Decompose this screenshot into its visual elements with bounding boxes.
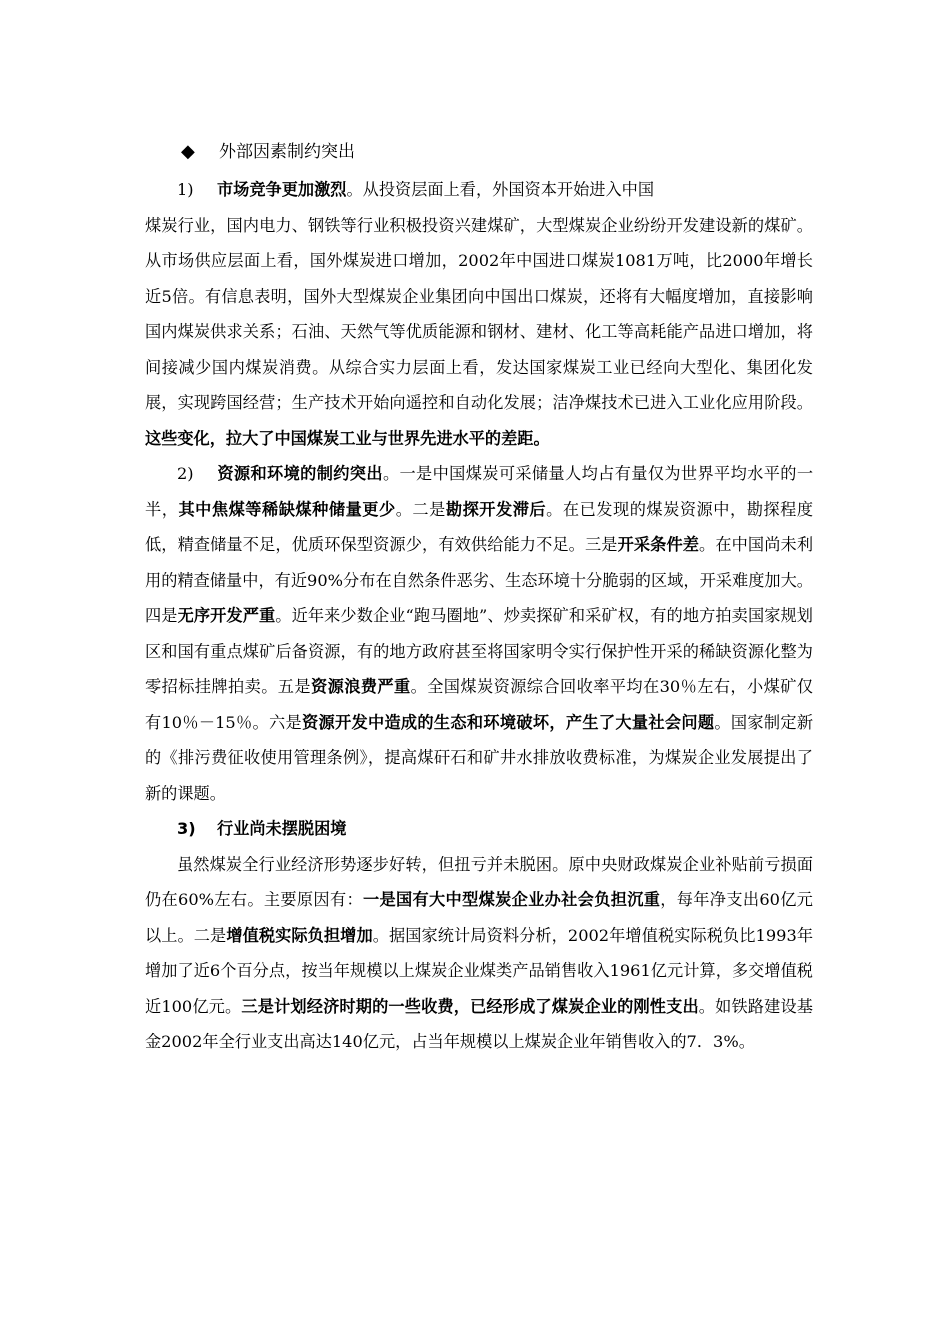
paragraph-resources-environment bbox=[145, 456, 813, 811]
item-number-3 bbox=[177, 819, 217, 838]
bold-text: 资源开发中造成的生态和环境破坏，产生了大量社会问题 bbox=[301, 712, 715, 732]
paragraph-text: 。二是 bbox=[395, 499, 446, 519]
item-title-resources-environment: 资源和环境的制约突出 bbox=[217, 464, 383, 483]
section-heading-title: 外部因素制约突出 bbox=[219, 142, 355, 162]
paragraph-text: 。全国煤炭资源综合回收率平均在30％左右，小煤矿仅有10％－15％。六是 bbox=[145, 677, 814, 732]
paragraph-text: 。在中国尚未利用的精查储量中，有近90%分布在自然条件恶劣、生态环境十分脆弱的区域，开采难度加大。四是 bbox=[145, 535, 814, 625]
item-title-market-competition: 市场竞争更加激烈 bbox=[217, 180, 347, 199]
paragraph-text: 。如铁路建设基金2002年全行业支出高达140亿元，占当年规模以上煤炭企业年销售收入的7．3%。 bbox=[145, 996, 813, 1051]
bold-text: 增值税实际负担增加 bbox=[226, 925, 373, 945]
item-number-1: 1) bbox=[177, 180, 194, 199]
section-heading bbox=[145, 132, 813, 172]
bold-text: 其中焦煤等稀缺煤种储量更少 bbox=[178, 499, 396, 519]
bold-text: 三是计划经济时期的一些收费，已经形成了煤炭企业的刚性支出 bbox=[241, 996, 699, 1016]
bold-text: 一是国有大中型煤炭企业办社会负担沉重 bbox=[362, 890, 661, 909]
item-number-text: 3) bbox=[177, 819, 196, 838]
paragraph-text: 。据国家统计局资料分析，2002年增值税实际税负比1993年增加了近6个百分点，按当年规模以上煤炭企业煤类产品销售收入1961亿元计算，多交增值税近100亿元。 bbox=[145, 925, 814, 1016]
item-title-industry: 行业尚未摆脱困境 bbox=[217, 819, 347, 838]
paragraph-text: 。在已发现的煤炭资源中，勘探程度低，精查储量不足，优质环保型资源少，有效供给能力不足。三是 bbox=[145, 499, 814, 554]
paragraph-text: ，每年净支出60亿元以上。二是 bbox=[145, 890, 813, 945]
paragraph-text: 虽然煤炭全行业经济形势逐步好转，但扭亏并未脱困。原中央财政煤炭企业补贴前亏损面仍在60%左右。主要原因有： bbox=[145, 854, 813, 909]
diamond-bullet-icon: ◆ bbox=[181, 141, 195, 162]
bold-text: 无序开发严重 bbox=[177, 606, 276, 625]
paragraph-industry-body bbox=[145, 847, 813, 1060]
paragraph-text: 。国家制定新的《排污费征收使用管理条例》，提高煤矸石和矿井水排放收费标准，为煤炭企业发展提出了新的课题。 bbox=[145, 712, 814, 803]
paragraph-text: 。从投资层面上看，外国资本开始进入中国 bbox=[346, 180, 655, 199]
paragraph-text: 煤炭行业，国内电力、钢铁等行业积极投资兴建煤矿，大型煤炭企业纷纷开发建设新的煤矿。从市场供应层面上看，国外煤炭进口增加，2002年中国进口煤炭1081万吨，比2000年增长近5倍。有信息表明，国外大型煤炭企业集团向中国出口煤炭，还将有大幅度增加，直接影响国内煤炭供求关系；石油、天然气等优质能源和钢材、建材、化工等高耗能产品进口增加，将间接减少国内煤炭消费。从综合实力层面上看，发达国家煤炭工业已经向大型化、集团化发展，实现跨国经营；生产技术开始向遥控和自动化发展；洁净煤技术已进入工业化应用阶段。 bbox=[145, 215, 813, 412]
bold-text: 勘探开发滞后 bbox=[445, 499, 547, 519]
paragraph-market-competition bbox=[145, 172, 813, 208]
paragraph-text: 。一是中国煤炭可采储量人均占有量仅为世界平均水平的一半， bbox=[145, 464, 814, 519]
item-number-2: 2) bbox=[177, 464, 194, 483]
paragraph-market-competition-body bbox=[145, 208, 813, 457]
paragraph-conclusion: 这些变化，拉大了中国煤炭工业与世界先进水平的差距。 bbox=[145, 428, 550, 448]
bold-text: 资源浪费严重 bbox=[311, 677, 411, 696]
bold-text: 开采条件差 bbox=[617, 535, 700, 554]
paragraph-industry-heading bbox=[145, 811, 813, 847]
document-page bbox=[145, 132, 813, 1060]
paragraph-text: 。近年来少数企业“跑马圈地”、炒卖探矿和采矿权，有的地方拍卖国家规划区和国有重点煤矿后备资源，有的地方政府甚至将国家明令实行保护性开采的稀缺资源化整为零招标挂牌拍卖。五是 bbox=[145, 606, 813, 696]
